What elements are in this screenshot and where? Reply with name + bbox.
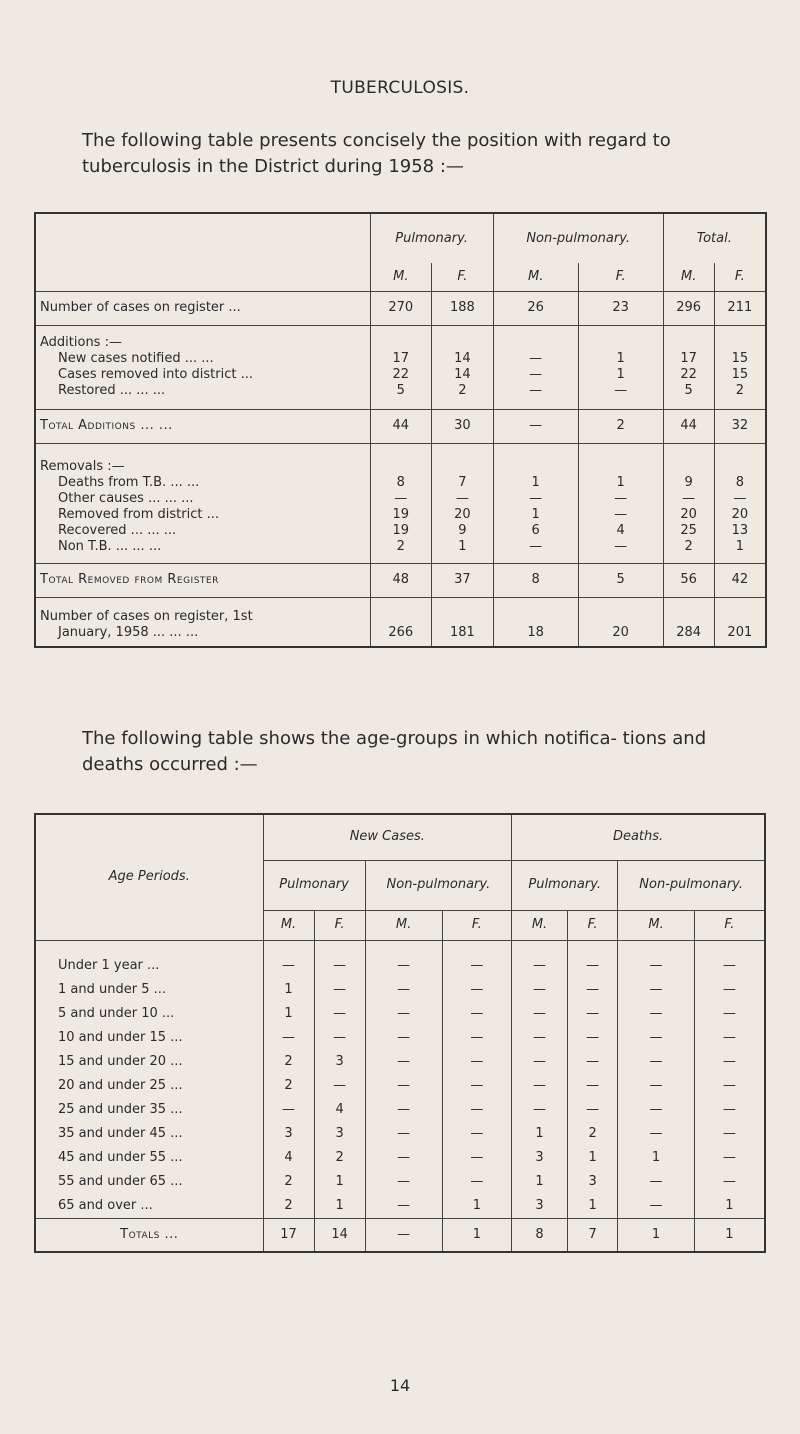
cell: 25	[663, 523, 714, 539]
cell: —	[618, 1122, 694, 1146]
cell: 3	[512, 1146, 568, 1170]
cell: —	[567, 1074, 617, 1098]
cell: 1	[263, 978, 314, 1002]
table-row	[35, 954, 765, 978]
age-period-label: 10 and under 15 ...	[58, 1030, 183, 1045]
cell: —	[442, 1002, 512, 1026]
row-label-register: Number of cases on register ...	[35, 291, 370, 325]
row-label-recovered: Recovered ... ... ...	[58, 523, 177, 538]
cell: 17	[370, 351, 432, 367]
page-number: 14	[389, 1376, 411, 1395]
cell: —	[618, 954, 694, 978]
cell: 5	[578, 563, 663, 597]
cell: —	[493, 539, 578, 563]
table-row	[35, 1194, 765, 1218]
cell: 2	[663, 539, 714, 563]
subheader-non-pulmonary: Non-pulmonary.	[618, 860, 765, 910]
cell: 20	[432, 507, 494, 523]
subheader-pulmonary: Pulmonary	[263, 860, 365, 910]
cell: 1	[263, 1002, 314, 1026]
sex-header: F.	[314, 910, 365, 940]
cell: 22	[370, 367, 432, 383]
cell: —	[493, 491, 578, 507]
cell: 22	[663, 367, 714, 383]
cell: 23	[578, 291, 663, 325]
cell: —	[365, 1122, 442, 1146]
cell: 1	[567, 1194, 617, 1218]
col-group-pulmonary: Pulmonary.	[370, 213, 493, 263]
age-period-label: 45 and under 55 ...	[58, 1150, 183, 1165]
row-label-register-jan-line1: Number of cases on register, 1st	[35, 597, 370, 625]
cell: —	[567, 978, 617, 1002]
age-period-label: 1 and under 5 ...	[58, 982, 166, 997]
sex-header: F.	[578, 263, 663, 291]
table-row	[35, 1026, 765, 1050]
cell: 13	[714, 523, 766, 539]
cell: —	[365, 1074, 442, 1098]
row-label-new-cases: New cases notified ... ...	[58, 351, 214, 366]
row-label-deaths-tb: Deaths from T.B. ... ...	[58, 475, 200, 490]
cell: —	[314, 978, 365, 1002]
cell: —	[442, 1122, 512, 1146]
age-period-label: 65 and over ...	[58, 1197, 153, 1213]
cell: 1	[432, 539, 494, 563]
table-row	[35, 978, 765, 1002]
cell: 14	[314, 1218, 365, 1252]
age-period-label: 25 and under 35 ...	[58, 1102, 183, 1117]
cell: —	[442, 1098, 512, 1122]
cell: —	[567, 1050, 617, 1074]
cell: 188	[432, 291, 494, 325]
sex-header: M.	[512, 910, 568, 940]
cell: —	[578, 539, 663, 563]
cell: —	[618, 1098, 694, 1122]
cell: 20	[714, 507, 766, 523]
cell: —	[578, 383, 663, 409]
cell: —	[314, 1026, 365, 1050]
cell: —	[493, 409, 578, 443]
age-periods-header: Age Periods.	[108, 869, 190, 885]
row-label-non-tb: Non T.B. ... ... ...	[58, 539, 162, 554]
table-row	[35, 1074, 765, 1098]
sex-header: F.	[432, 263, 494, 291]
cell: —	[512, 954, 568, 978]
cell: 1	[694, 1218, 765, 1252]
cell: —	[365, 978, 442, 1002]
cell: 2	[314, 1146, 365, 1170]
cell: —	[512, 978, 568, 1002]
cell: —	[512, 1050, 568, 1074]
sex-header: M.	[370, 263, 432, 291]
cell: 9	[432, 523, 494, 539]
cell: 2	[432, 383, 494, 409]
cell: 3	[567, 1170, 617, 1194]
cell: 7	[567, 1218, 617, 1252]
age-period-label: 5 and under 10 ...	[58, 1006, 175, 1021]
age-period-label: 35 and under 45 ...	[58, 1126, 183, 1141]
removals-label: Removals :—	[35, 443, 370, 475]
cell: —	[365, 1194, 442, 1218]
row-label-restored: Restored ... ... ...	[58, 383, 166, 398]
cell: —	[578, 491, 663, 507]
cell: —	[512, 1098, 568, 1122]
cell: —	[314, 954, 365, 978]
cell: 8	[370, 475, 432, 491]
cell: 18	[493, 625, 578, 647]
cell: —	[365, 1026, 442, 1050]
totals-label: Totals ...	[120, 1226, 179, 1242]
sex-header: F.	[567, 910, 617, 940]
new-cases-header: New Cases.	[263, 814, 512, 860]
subheader-non-pulmonary: Non-pulmonary.	[365, 860, 511, 910]
row-label-register-jan: January, 1958 ... ... ...	[58, 625, 199, 640]
cell: —	[618, 1002, 694, 1026]
cell: 8	[493, 563, 578, 597]
cell: 19	[370, 507, 432, 523]
cell: 181	[432, 625, 494, 647]
cell: 1	[567, 1146, 617, 1170]
cell: 8	[512, 1218, 568, 1252]
cell: 1	[512, 1122, 568, 1146]
cell: 3	[314, 1050, 365, 1074]
cell: 1	[694, 1194, 765, 1218]
cell: —	[694, 954, 765, 978]
cell: 1	[618, 1218, 694, 1252]
cell: 1	[578, 351, 663, 367]
cell: 17	[263, 1218, 314, 1252]
cell: —	[314, 1074, 365, 1098]
cell: 5	[663, 383, 714, 409]
cell: 4	[578, 523, 663, 539]
cell: 42	[714, 563, 766, 597]
cell: —	[714, 491, 766, 507]
cell: —	[442, 1050, 512, 1074]
age-period-label: 55 and under 65 ...	[58, 1174, 183, 1189]
cell: 19	[370, 523, 432, 539]
table-row	[35, 1098, 765, 1122]
row-label-removed-from: Removed from district ...	[58, 507, 219, 522]
age-period-label: 20 and under 25 ...	[58, 1078, 183, 1093]
cell: —	[442, 1170, 512, 1194]
cell: 1	[512, 1170, 568, 1194]
cell: —	[365, 1218, 442, 1252]
cell: 2	[714, 383, 766, 409]
cell: 4	[314, 1098, 365, 1122]
cell: —	[618, 978, 694, 1002]
cell: 266	[370, 625, 432, 647]
sex-header: M.	[493, 263, 578, 291]
cell: 1	[314, 1194, 365, 1218]
cell: 3	[263, 1122, 314, 1146]
cell: 2	[263, 1170, 314, 1194]
row-label-total-removed: Total Removed from Register	[35, 563, 370, 597]
cell: —	[694, 1170, 765, 1194]
cell: —	[512, 1026, 568, 1050]
cell: —	[694, 978, 765, 1002]
cell: 6	[493, 523, 578, 539]
age-period-label: 15 and under 20 ...	[58, 1054, 183, 1069]
cell: —	[694, 1074, 765, 1098]
cell: 296	[663, 291, 714, 325]
cell: —	[512, 1002, 568, 1026]
row-label-removed-into: Cases removed into district ...	[58, 367, 253, 382]
tuberculosis-register-table	[34, 212, 767, 648]
cell: —	[578, 507, 663, 523]
cell: 56	[663, 563, 714, 597]
cell: 4	[263, 1146, 314, 1170]
cell: —	[618, 1074, 694, 1098]
cell: —	[263, 1026, 314, 1050]
cell: —	[493, 367, 578, 383]
cell: —	[365, 954, 442, 978]
cell: —	[694, 1050, 765, 1074]
cell: —	[694, 1002, 765, 1026]
age-period-label: Under 1 year ...	[58, 958, 160, 973]
cell: —	[365, 1170, 442, 1194]
intro-paragraph-2: The following table shows the age-groups in which notifica- tions and deaths occurred :—	[82, 728, 707, 775]
cell: —	[493, 383, 578, 409]
table-row	[35, 1122, 765, 1146]
header-blank	[35, 213, 370, 263]
cell: 1	[442, 1194, 512, 1218]
cell: —	[314, 1002, 365, 1026]
cell: 2	[370, 539, 432, 563]
cell: 1	[314, 1170, 365, 1194]
cell: 17	[663, 351, 714, 367]
cell: —	[567, 1002, 617, 1026]
cell: 44	[663, 409, 714, 443]
table-row	[35, 1050, 765, 1074]
cell: —	[442, 954, 512, 978]
cell: 32	[714, 409, 766, 443]
cell: 20	[578, 625, 663, 647]
cell: —	[618, 1170, 694, 1194]
header-blank	[35, 263, 370, 291]
sex-header: M.	[663, 263, 714, 291]
cell: —	[365, 1098, 442, 1122]
cell: —	[618, 1194, 694, 1218]
cell: 211	[714, 291, 766, 325]
cell: 44	[370, 409, 432, 443]
cell: 201	[714, 625, 766, 647]
cell: 2	[263, 1050, 314, 1074]
cell: —	[365, 1002, 442, 1026]
cell: —	[694, 1146, 765, 1170]
cell: 15	[714, 351, 766, 367]
age-groups-table	[34, 813, 766, 1253]
cell: —	[442, 1026, 512, 1050]
cell: 48	[370, 563, 432, 597]
cell: 2	[263, 1194, 314, 1218]
row-label-total-additions: Total Additions ... ...	[35, 409, 370, 443]
cell: 1	[618, 1146, 694, 1170]
cell: 15	[714, 367, 766, 383]
page-heading: TUBERCULOSIS.	[330, 78, 470, 98]
cell: 284	[663, 625, 714, 647]
cell: —	[567, 1026, 617, 1050]
cell: 8	[714, 475, 766, 491]
cell: 1	[493, 507, 578, 523]
cell: —	[618, 1026, 694, 1050]
cell: —	[694, 1098, 765, 1122]
additions-label: Additions :—	[35, 325, 370, 351]
row-label-other-causes: Other causes ... ... ...	[58, 491, 194, 506]
cell: —	[694, 1026, 765, 1050]
cell: 1	[578, 367, 663, 383]
cell: —	[512, 1074, 568, 1098]
cell: —	[493, 351, 578, 367]
cell: 3	[314, 1122, 365, 1146]
cell: —	[263, 1098, 314, 1122]
cell: —	[663, 491, 714, 507]
cell: —	[365, 1146, 442, 1170]
table-row	[35, 1170, 765, 1194]
cell: 1	[442, 1218, 512, 1252]
cell: —	[263, 954, 314, 978]
table-row	[35, 1002, 765, 1026]
cell: —	[442, 1146, 512, 1170]
sex-header: F.	[714, 263, 766, 291]
col-group-total: Total.	[663, 213, 766, 263]
subheader-pulmonary: Pulmonary.	[512, 860, 618, 910]
cell: —	[567, 954, 617, 978]
sex-header: M.	[263, 910, 314, 940]
cell: —	[432, 491, 494, 507]
cell: —	[694, 1122, 765, 1146]
cell: —	[567, 1098, 617, 1122]
col-group-non-pulmonary: Non-pulmonary.	[493, 213, 663, 263]
sex-header: M.	[618, 910, 694, 940]
cell: 14	[432, 367, 494, 383]
cell: 2	[578, 409, 663, 443]
cell: 270	[370, 291, 432, 325]
cell: 1	[714, 539, 766, 563]
cell: —	[442, 978, 512, 1002]
cell: 9	[663, 475, 714, 491]
sex-header: M.	[365, 910, 442, 940]
cell: 7	[432, 475, 494, 491]
cell: 14	[432, 351, 494, 367]
cell: —	[442, 1074, 512, 1098]
cell: —	[365, 1050, 442, 1074]
table-row	[35, 1146, 765, 1170]
cell: —	[370, 491, 432, 507]
cell: 1	[493, 475, 578, 491]
deaths-header: Deaths.	[512, 814, 765, 860]
sex-header: F.	[694, 910, 765, 940]
cell: 2	[263, 1074, 314, 1098]
cell: 3	[512, 1194, 568, 1218]
sex-header: F.	[442, 910, 512, 940]
cell: 5	[370, 383, 432, 409]
cell: —	[618, 1050, 694, 1074]
cell: 1	[578, 475, 663, 491]
cell: 37	[432, 563, 494, 597]
cell: 26	[493, 291, 578, 325]
cell: 2	[567, 1122, 617, 1146]
cell: 30	[432, 409, 494, 443]
cell: 20	[663, 507, 714, 523]
intro-paragraph-1: The following table presents concisely the position with regard to tuberculosis in the District during 1958 :—	[82, 130, 671, 177]
